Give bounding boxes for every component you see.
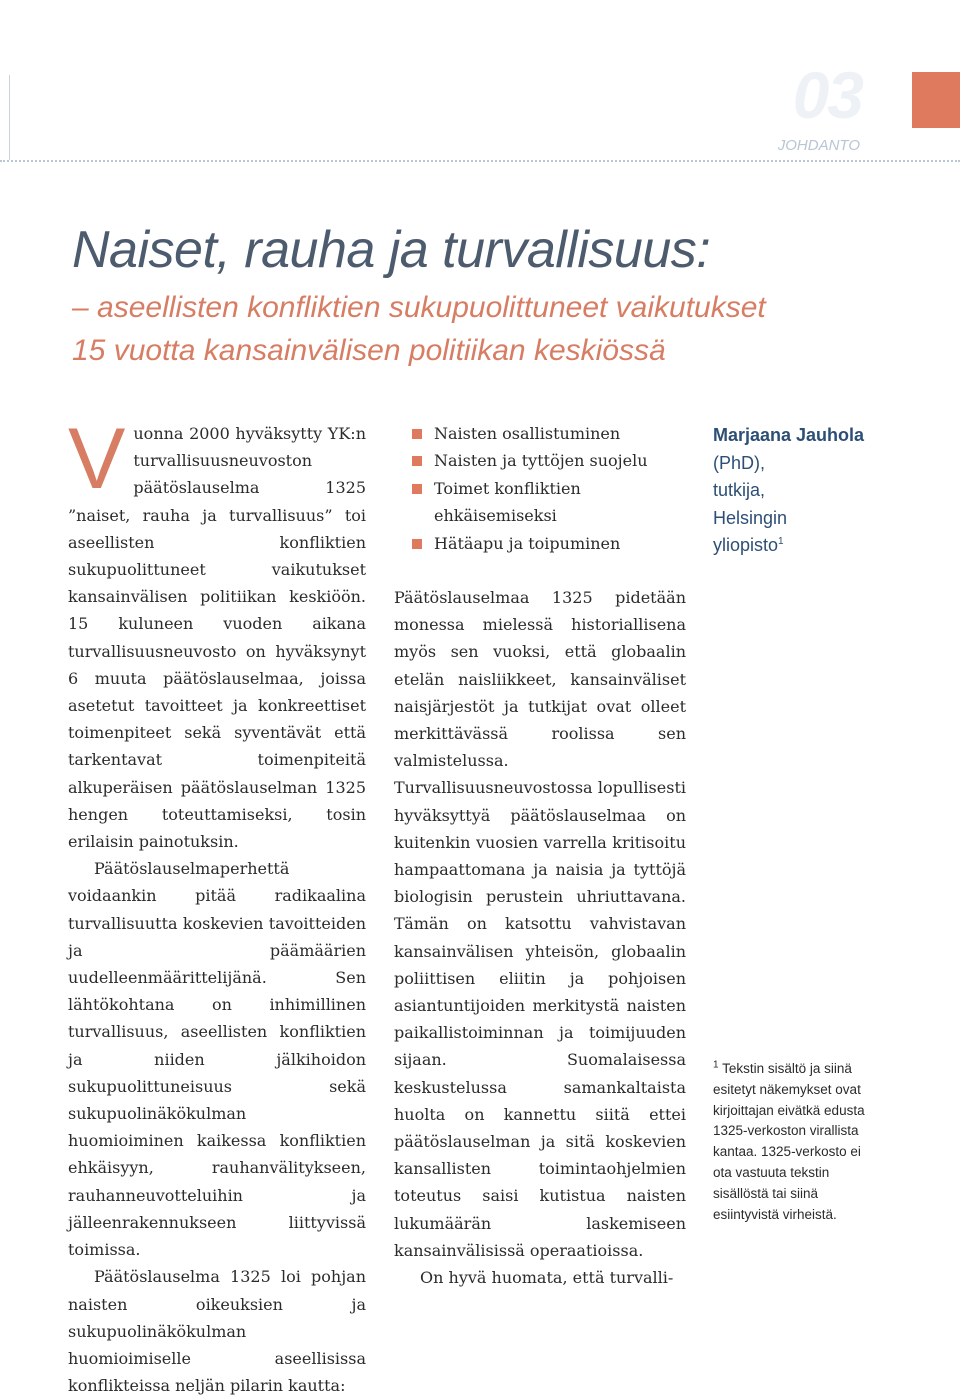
paragraph: Päätöslauselmaperhettä voidaankin pitää radikaalina turvallisuutta koskevien tavoitteiden ja päämäärien uudelleenmäärittelijänä. Sen lähtökohtana on inhimillinen turvallisuus, aseellisten konfliktien ja niiden jälkihoidon sukupuolittuneisuus sekä sukupuolinäkökulman huomioiminen kaikessa konfliktien ehkäisyyn, rauhanvälitykseen, rauhanneuvotteluihin ja jälleenrakennukseen liittyvissä toimissa. [68,859,366,1260]
author-affiliation: yliopisto [713,535,779,555]
list-item [412,447,692,474]
author-affiliation: Helsingin [713,507,788,528]
subtitle-line: 15 vuotta kansainvälisen politiikan keskiössä [72,334,666,367]
list-item [412,475,692,530]
page-subtitle [72,286,766,372]
footnote [713,1059,873,1225]
subtitle-line: – aseellisten konfliktien sukupuolittuneet vaikutukset [72,291,766,324]
section-color-tab [912,72,960,128]
list-item-text: Naisten osallistuminen [434,424,621,443]
square-bullet-icon [412,484,422,494]
list-item-text: Hätäapu ja toipuminen [434,533,621,553]
square-bullet-icon [412,429,422,439]
author-name: Marjaana Jauhola [713,425,865,445]
author-role: tutkija, [713,480,766,500]
square-bullet-icon [412,539,422,549]
paragraph-text: uonna 2000 hyväksytty YK:n turvallisuusneuvoston päätöslauselma 1325 ”naiset, rauha ja turvallisuus” toi aseellisten konfliktien sukupuolittuneet vaikutukset kansainvälisen politiikan keskiöön. 15 kuluneen vuoden aikana turvallisuusneuvosto on hyväksynyt 6 muuta päätöslauselmaa, joissa asetetut tavoitteet ja konkreettiset toimenpiteet sekä syventävät että tarkentavat toimenpiteitä alkuperäisen päätöslauselman 1325 hengen toteuttamiseksi, tosin erilaisin painotuksin. [68,424,366,852]
list-item [412,420,692,447]
square-bullet-icon [412,456,422,466]
list-item-text: Toimet konfliktien ehkäisemiseksi [434,478,581,526]
section-number: 03 [792,58,862,132]
section-label: JOHDANTO [777,137,860,154]
footnote-text: Tekstin sisältö ja siinä esitetyt näkemykset ovat kirjoittajan eivätkä edusta 1325-verkoston virallista kantaa. 1325-verkosto ei ota vastuuta tekstin sisällöstä tai siinä esiintyvistä virheistä. [713,1061,865,1222]
footnote-mark: 1 [713,1059,719,1071]
margin-rule [9,75,10,160]
paragraph: Päätöslauselma 1325 loi pohjan naisten oikeuksien ja sukupuolinäkökulman huomioimiselle aseellisissa konflikteissa neljän pilarin kautta: [68,1267,366,1396]
body-column-1 [68,411,366,1399]
paragraph [68,411,366,855]
paragraph: Päätöslauselmaa 1325 pidetään monessa mielessä historiallisena myös sen vuoksi, että globaalin etelän naisliikkeet, kansainväliset naisjärjestöt ja tutkijat ovat olleet merkittävässä roolissa sen valmistelussa. Turvallisuusneuvostossa lopullisesti hyväksyttyä päätöslauselmaa on kuitenkin vuosien varrella kritisoitu hampaattomana ja naisia ja tyttöjä biologisin perustein uhriuttavana. Tämän on katsottu vahvistavan kansainvälisen yhteisön, globaalin poliittisen eliitin ja pohjoisen asiantuntijoiden merkitystä naisten paikallistoiminnan ja toimijuuden sijaan. Suomalaisessa keskustelussa samankaltaista huolta on kannettu siitä ettei päätöslauselman ja sitä koskevien kansallisten toimintaohjelmien toteutus saisi kutistua naisten lukumäärän laskemiseen kansainvälisissä operaatioissa. [394,588,686,1260]
author-box [713,422,883,560]
author-credential: (PhD), [713,452,766,473]
list-item [412,530,692,557]
body-column-2 [394,584,686,1291]
pillars-list [412,420,692,557]
paragraph: On hyvä huomata, että turvalli- [420,1268,674,1288]
header-dotted-divider [0,160,960,162]
drop-cap: V [68,411,126,507]
footnote-reference: 1 [778,536,784,547]
page-title: Naiset, rauha ja turvallisuus: [72,221,711,279]
list-item-text: Naisten ja tyttöjen suojelu [434,451,648,471]
